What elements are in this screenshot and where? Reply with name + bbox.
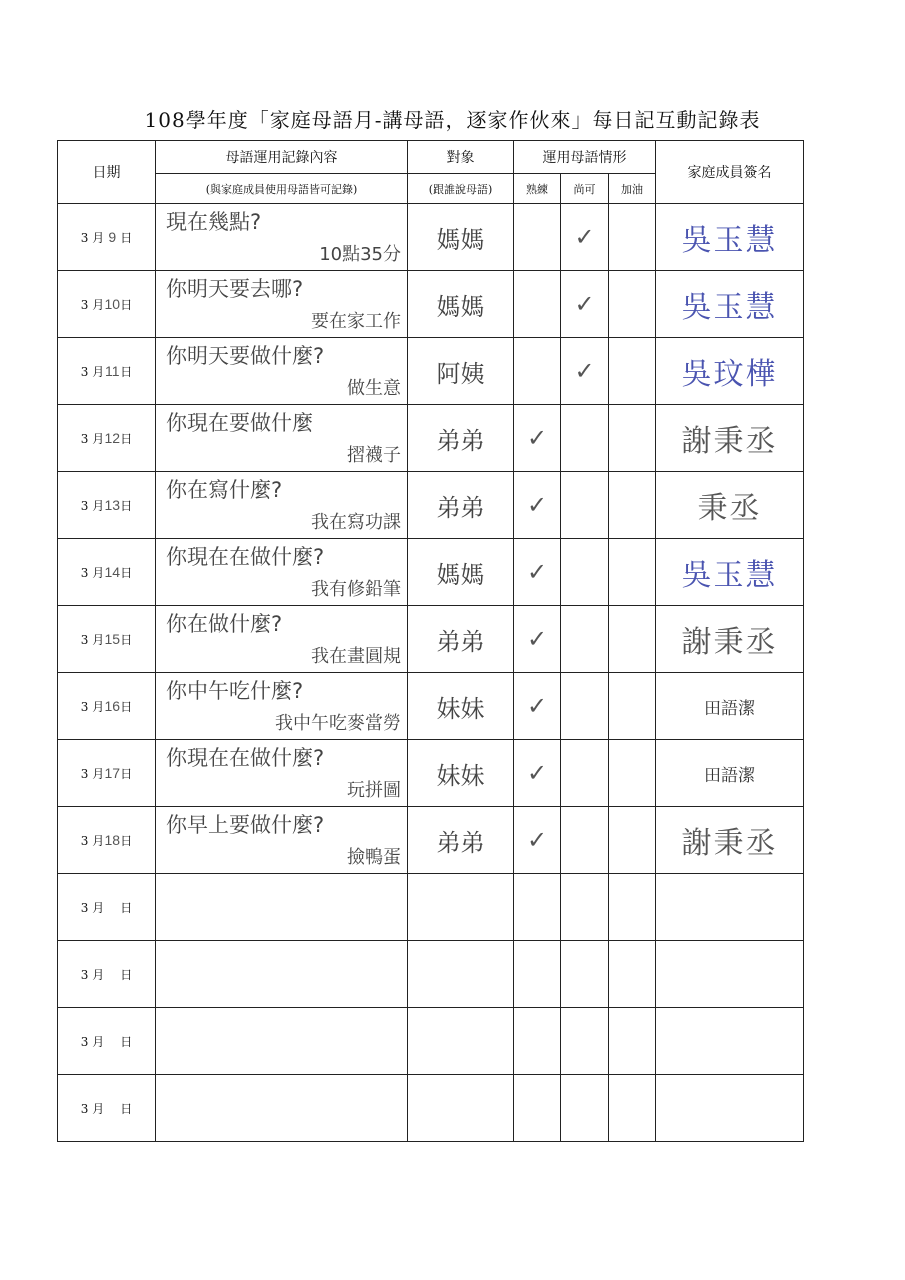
row-target: 弟弟 [408, 472, 514, 539]
row-question: 你中午吃什麼? [166, 679, 304, 703]
row-date: 3 月 9 日 [58, 204, 156, 271]
row-fluent-mark [514, 874, 561, 941]
row-content [156, 673, 408, 740]
row-target: 弟弟 [408, 807, 514, 874]
row-answer: 我在寫功課 [311, 512, 401, 533]
signature-text: 吳玟樺 [681, 357, 778, 392]
row-signature [656, 740, 804, 807]
row-effort-mark [609, 874, 656, 941]
signature-text: 謝秉丞 [681, 625, 778, 660]
row-effort-mark [609, 271, 656, 338]
table-row [58, 673, 804, 740]
row-content [156, 338, 408, 405]
row-signature [656, 941, 804, 1008]
signature-text: 吳玉慧 [681, 223, 778, 258]
signature-text: 田語潔 [704, 765, 756, 786]
signature-text: 吳玉慧 [681, 558, 778, 593]
row-content [156, 874, 408, 941]
row-date: 3 月 日 [58, 874, 156, 941]
row-target [408, 941, 514, 1008]
row-ok-mark [561, 941, 609, 1008]
row-content [156, 204, 408, 271]
row-date: 3 月14日 [58, 539, 156, 606]
row-target: 弟弟 [408, 606, 514, 673]
header-target-sub: (跟誰說母語) [408, 174, 514, 204]
row-question: 你現在在做什麼? [166, 746, 325, 770]
row-target [408, 1008, 514, 1075]
row-target: 妹妹 [408, 740, 514, 807]
row-signature [656, 338, 804, 405]
row-fluent-mark [514, 271, 561, 338]
table-row [58, 204, 804, 271]
row-signature [656, 271, 804, 338]
row-date: 3 月15日 [58, 606, 156, 673]
header-date: 日期 [58, 141, 156, 204]
row-ok-mark [561, 740, 609, 807]
row-effort-mark [609, 1075, 656, 1142]
row-effort-mark [609, 1008, 656, 1075]
row-ok-mark [561, 539, 609, 606]
row-fluent-mark [514, 1008, 561, 1075]
row-target: 弟弟 [408, 405, 514, 472]
row-ok-mark: ✓ [561, 338, 609, 405]
row-ok-mark [561, 405, 609, 472]
row-signature [656, 807, 804, 874]
row-fluent-mark: ✓ [514, 539, 561, 606]
row-answer: 我中午吃麥當勞 [275, 713, 401, 734]
page-title: 108學年度「家庭母語月-講母語，逐家作伙來」每日記互動記錄表 [144, 108, 761, 132]
row-question: 你在寫什麼? [166, 478, 283, 502]
row-fluent-mark: ✓ [514, 673, 561, 740]
row-ok-mark [561, 874, 609, 941]
header-content: 母語運用記錄內容 [156, 141, 408, 174]
row-effort-mark [609, 606, 656, 673]
row-ok-mark [561, 1075, 609, 1142]
table-row [58, 271, 804, 338]
row-effort-mark [609, 941, 656, 1008]
row-effort-mark [609, 472, 656, 539]
row-target [408, 1075, 514, 1142]
table-row [58, 874, 804, 941]
row-date: 3 月11日 [58, 338, 156, 405]
header-effort: 加油 [609, 174, 656, 204]
row-answer: 玩拼圖 [347, 780, 401, 801]
row-question: 你在做什麼? [166, 612, 283, 636]
row-fluent-mark [514, 1075, 561, 1142]
table-row [58, 606, 804, 673]
row-target: 妹妹 [408, 673, 514, 740]
row-date: 3 月16日 [58, 673, 156, 740]
row-content [156, 740, 408, 807]
table-row [58, 740, 804, 807]
signature-text: 秉丞 [697, 491, 762, 526]
row-effort-mark [609, 204, 656, 271]
header-signature: 家庭成員簽名 [656, 141, 804, 204]
row-fluent-mark: ✓ [514, 807, 561, 874]
row-target: 媽媽 [408, 271, 514, 338]
row-fluent-mark [514, 941, 561, 1008]
row-ok-mark [561, 807, 609, 874]
row-fluent-mark: ✓ [514, 606, 561, 673]
row-content [156, 405, 408, 472]
row-fluent-mark [514, 338, 561, 405]
header-usage: 運用母語情形 [514, 141, 656, 174]
row-ok-mark [561, 1008, 609, 1075]
row-date: 3 月10日 [58, 271, 156, 338]
table-row [58, 941, 804, 1008]
table-row [58, 1075, 804, 1142]
row-question: 現在幾點? [166, 210, 262, 234]
row-fluent-mark: ✓ [514, 472, 561, 539]
row-effort-mark [609, 740, 656, 807]
row-ok-mark: ✓ [561, 204, 609, 271]
row-fluent-mark: ✓ [514, 740, 561, 807]
row-signature [656, 204, 804, 271]
table-row [58, 405, 804, 472]
signature-text: 謝秉丞 [681, 826, 778, 861]
row-signature [656, 673, 804, 740]
row-signature [656, 1008, 804, 1075]
row-effort-mark [609, 807, 656, 874]
row-answer: 我有修鉛筆 [311, 579, 401, 600]
row-fluent-mark: ✓ [514, 405, 561, 472]
row-date: 3 月17日 [58, 740, 156, 807]
row-answer: 10點35分 [319, 244, 401, 265]
row-target: 媽媽 [408, 204, 514, 271]
table-row [58, 1008, 804, 1075]
row-date: 3 月18日 [58, 807, 156, 874]
row-content [156, 1075, 408, 1142]
row-fluent-mark [514, 204, 561, 271]
row-date: 3 月12日 [58, 405, 156, 472]
row-ok-mark [561, 673, 609, 740]
row-signature [656, 539, 804, 606]
row-ok-mark [561, 606, 609, 673]
row-content [156, 807, 408, 874]
row-answer: 做生意 [347, 378, 401, 399]
row-signature [656, 874, 804, 941]
row-answer: 撿鴨蛋 [347, 847, 401, 868]
row-target: 媽媽 [408, 539, 514, 606]
row-signature [656, 606, 804, 673]
header-content-sub: (與家庭成員使用母語皆可記錄) [156, 174, 408, 204]
row-question: 你早上要做什麼? [166, 813, 325, 837]
row-answer: 我在畫圓規 [311, 646, 401, 667]
row-signature [656, 405, 804, 472]
row-date: 3 月 日 [58, 1008, 156, 1075]
header-fluent: 熟練 [514, 174, 561, 204]
table-row [58, 539, 804, 606]
row-question: 你現在要做什麼 [166, 411, 313, 435]
row-date: 3 月13日 [58, 472, 156, 539]
row-content [156, 539, 408, 606]
row-content [156, 271, 408, 338]
row-ok-mark: ✓ [561, 271, 609, 338]
signature-text: 吳玉慧 [681, 290, 778, 325]
header-ok: 尚可 [561, 174, 609, 204]
row-answer: 摺襪子 [347, 445, 401, 466]
row-effort-mark [609, 338, 656, 405]
row-question: 你明天要做什麼? [166, 344, 325, 368]
table-row [58, 807, 804, 874]
signature-text: 謝秉丞 [681, 424, 778, 459]
row-answer: 要在家工作 [311, 311, 401, 332]
row-question: 你明天要去哪? [166, 277, 304, 301]
row-date: 3 月 日 [58, 941, 156, 1008]
row-signature [656, 1075, 804, 1142]
row-date: 3 月 日 [58, 1075, 156, 1142]
row-content [156, 606, 408, 673]
signature-text: 田語潔 [704, 698, 756, 719]
header-target: 對象 [408, 141, 514, 174]
row-content [156, 941, 408, 1008]
row-effort-mark [609, 673, 656, 740]
record-table [57, 140, 804, 1142]
row-content [156, 472, 408, 539]
row-signature [656, 472, 804, 539]
row-ok-mark [561, 472, 609, 539]
row-target [408, 874, 514, 941]
row-content [156, 1008, 408, 1075]
table-row [58, 472, 804, 539]
row-effort-mark [609, 539, 656, 606]
row-question: 你現在在做什麼? [166, 545, 325, 569]
row-target: 阿姨 [408, 338, 514, 405]
row-effort-mark [609, 405, 656, 472]
table-row [58, 338, 804, 405]
